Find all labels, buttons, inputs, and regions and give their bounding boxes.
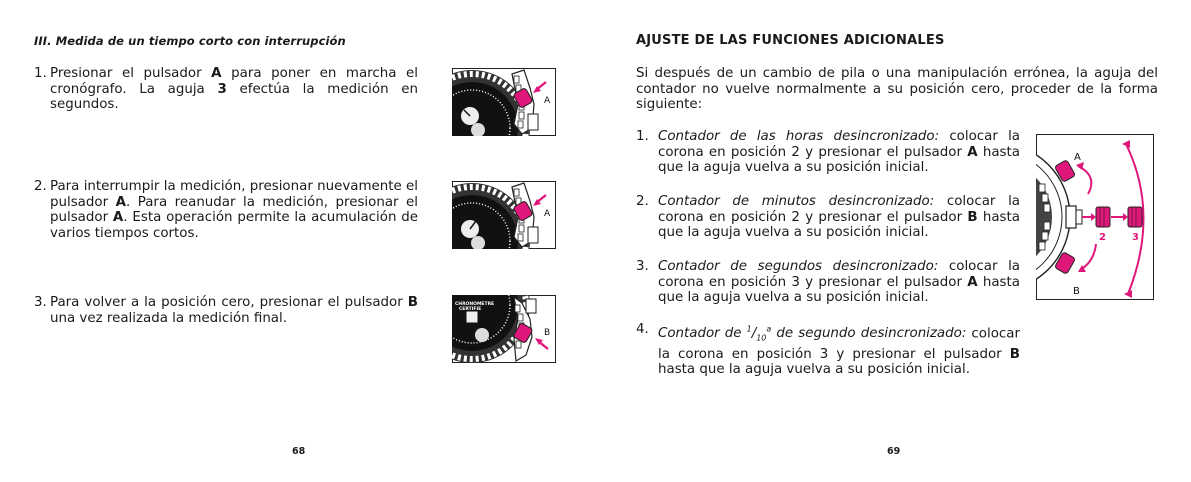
watch-figure-3 [452,295,556,363]
step-number: 1. [34,66,47,81]
pusher-label: A [544,96,551,106]
position-2-label: 2 [1099,232,1106,243]
step-1: 1. Presionar el pulsador A para poner en marcha el cronógrafo. La aguja 3 efectúa la medición en segundos. [34,66,418,112]
watch-figure-2 [452,181,556,249]
step-number: 2. [34,179,47,194]
step-number: 4. [636,322,649,337]
label-a: A [1074,152,1081,163]
pusher-label: A [544,209,551,219]
step-1: 1. Contador de las horas desincronizado: colocar la corona en posición 2 y presionar el pulsador A hasta que la aguja vuelva a su posición inicial. [636,129,1020,175]
step-number: 3. [34,295,47,310]
section-title: AJUSTE DE LAS FUNCIONES ADICIONALES [636,33,945,48]
step-number: 1. [636,129,649,144]
watch-figure-1 [452,68,556,136]
dial-text: CERTIFIE [459,307,482,312]
step-4: 4. Contador de $^1/_{10}^a$ de segundo desincronizado: colocar la corona en posición 3 y presionar el pulsador B hasta que la aguja vuelva a su posición inicial. [636,322,1020,378]
step-3: 3. Contador de segundos desincronizado: colocar la corona en posición 3 y presionar el pulsador A hasta que la aguja vuelva a su posición inicial. [636,259,1020,305]
left-page [0,0,595,482]
section-title: III. Medida de un tiempo corto con interrupción [34,34,346,48]
step-3: 3. Para volver a la posición cero, presionar el pulsador B una vez realizada la medición final. [34,295,418,326]
page-number: 69 [887,446,901,457]
dial-text: CHRONOMETRE [455,302,495,307]
pusher-label: B [544,328,551,338]
crown-position-diagram [1036,134,1154,300]
step-number: 2. [636,194,649,209]
step-number: 3. [636,259,649,274]
step-2: 2. Contador de minutos desincronizado: colocar la corona en posición 2 y presionar el pulsador B hasta que la aguja vuelva a su posición inicial. [636,194,1020,240]
right-page [596,0,1191,482]
intro-paragraph: Si después de un cambio de pila o una manipulación errónea, la aguja del contador no vuelve normalmente a su posición cero, proceder de la forma siguiente: [636,66,1158,112]
position-3-label: 3 [1132,232,1139,243]
page-number: 68 [292,446,306,457]
step-2: 2. Para interrumpir la medición, presionar nuevamente el pulsador A. Para reanudar la medición, presionar el pulsador A. Esta operación permite la acumulación de varios tiempos cortos. [34,179,419,241]
label-b: B [1073,286,1080,297]
